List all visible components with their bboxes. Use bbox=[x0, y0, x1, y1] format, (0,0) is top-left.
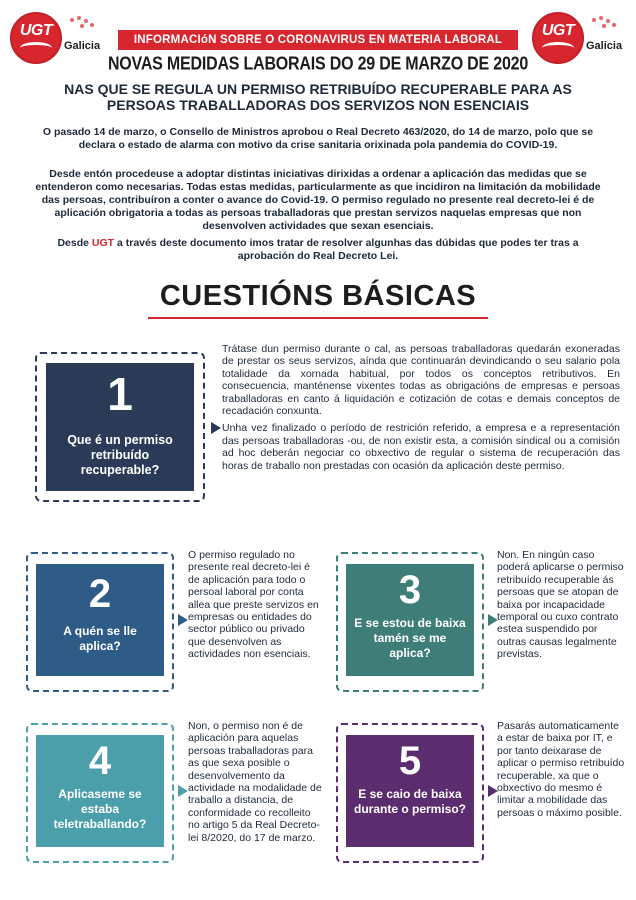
question-4-number: 4 bbox=[88, 739, 112, 783]
question-block-4 bbox=[26, 723, 188, 863]
question-5-text: E se caio de baixa durante o permiso? bbox=[354, 787, 467, 816]
answer-3: Non. En ningún caso poderá aplicarse o permiso retribuído recuperable ás persoas que se atopan de baixa por incapacidade temporal ou cuxo contrato estea suspendido por outras causas legalmente previstas. bbox=[497, 549, 624, 661]
subtitle-line-1: NAS QUE SE REGULA UN PERMISO RETRIBUÍDO RECUPERABLE PARA AS bbox=[64, 81, 572, 97]
question-2-card bbox=[36, 564, 164, 676]
answer-1-paragraph-2: Unha vez finalizado o período de restrición referido, a empresa e a representación das persoas traballadoras -ou, de non existir esta, a comisión sindical ou a comisión ad hoc deberán negociar co obxectivo de regular o sistema de recuperación das horas de traballo non prestadas con ocasión da aplicación deste permiso. bbox=[222, 422, 620, 472]
answer-4: Non, o permiso non é de aplicación para aquelas persoas traballadoras para as que sexa posible o desenvolvemento da actividade na modalidade de traballo a distancia, de conformidade co recolleito no artigo 5 da Real Decreto-lei 8/2020, do 17 de marzo. bbox=[188, 720, 322, 844]
handshake-icon bbox=[542, 42, 574, 54]
question-block-3 bbox=[336, 552, 498, 692]
question-1-arrow-icon bbox=[211, 422, 221, 434]
answer-1-paragraph-1: Trátase dun permiso durante o cal, as persoas traballadoras quedarán exoneradas de prestar os seus servizos, aínda que continuarán devindicando o seu salario pola totalidade da xornada habitual, por todos os conceptos retributivos. En consecuencia, manténense vixentes todas as obrigacións de empresas e persoas traballadoras en canto á liquidación e cotización de cotas e demais conceptos de recadación conxunta. bbox=[222, 343, 620, 418]
question-3-text: E se estou de baixa tamén se me aplica? bbox=[354, 616, 466, 660]
intro-paragraph-1: O pasado 14 de marzo, o Consello de Ministros aprobou o Real Decreto 463/2020, do 14 de marzo, polo que se declara o estado de alarma con motivo da crise sanitaria orixinada pola pandemia do COVID-19. bbox=[42, 126, 594, 151]
intro-ugt-highlight: UGT bbox=[91, 237, 115, 249]
dots-decoration bbox=[590, 16, 618, 32]
ugt-logo-text: UGT bbox=[19, 22, 53, 39]
top-banner: INFORMACIóN SOBRE O CORONAVIRUS EN MATERIA LABORAL bbox=[118, 30, 518, 50]
answer-2: O permiso regulado no presente real decreto-lei é de aplicación para todo o persoal laboral por conta allea que preste servizos en empresas ou entidades do sector público ou privado que desenvolven as actividades non esenciais. bbox=[188, 549, 319, 661]
intro-p3-start: Desde bbox=[57, 237, 92, 249]
question-5-number: 5 bbox=[398, 739, 422, 783]
question-block-1 bbox=[35, 352, 225, 502]
question-1-card bbox=[46, 363, 194, 491]
question-4-arrow-icon bbox=[178, 785, 188, 797]
question-2-text: A quén se lle aplica? bbox=[63, 624, 137, 653]
question-3-card bbox=[346, 564, 474, 676]
question-block-5 bbox=[336, 723, 498, 863]
ugt-logo-text: UGT bbox=[541, 22, 575, 39]
question-1-number: 1 bbox=[107, 368, 133, 420]
intro-paragraph-2: Desde entón procedeuse a adoptar distintas iniciativas dirixidas a ordenar a aplicación das medidas que se entenderon como necesarias. Todas estas medidas, particularmente as que incidiron na limitación da mobilidade das persoas, contribuíron a conter o avance do Covid-19. O permiso regulado no presente real decreto-lei é de aplicación obrigatoria a todas as persoas traballadoras que prestan servizos naquelas empresas que non desenvolven actividades que sexan esenciais. bbox=[35, 168, 601, 232]
page-subtitle bbox=[40, 81, 596, 113]
question-3-number: 3 bbox=[398, 568, 422, 612]
ugt-logo-region: Galicia bbox=[64, 40, 101, 52]
section-title-underline bbox=[148, 317, 488, 319]
section-title: CUESTIÓNS BÁSICAS bbox=[159, 280, 477, 312]
question-2-number: 2 bbox=[88, 572, 112, 616]
question-4-text: Aplicaseme se estaba teletraballando? bbox=[53, 787, 147, 831]
question-4-card bbox=[36, 735, 164, 847]
question-5-card bbox=[346, 735, 474, 847]
question-1-text: Que é un permiso retribuído recuperable? bbox=[67, 433, 173, 477]
dots-decoration bbox=[68, 16, 96, 32]
intro-p3-end: a través deste documento imos tratar de resolver algunhas das dúbidas que podes ter tras a aprobación do Real Decreto Lei. bbox=[114, 237, 579, 262]
page-title: NOVAS MEDIDAS LABORAIS DO 29 DE MARZO DE 2020 bbox=[107, 54, 529, 75]
answer-1 bbox=[222, 343, 620, 477]
intro-paragraph-3 bbox=[28, 237, 608, 263]
question-2-arrow-icon bbox=[178, 614, 188, 626]
subtitle-line-2: PERSOAS TRABALLADORAS DOS SERVIZOS NON ESENCIAIS bbox=[106, 97, 530, 113]
answer-5: Pasarás automaticamente a estar de baixa por IT, e por tanto deixarase de aplicar o permiso retribuído recuperable, xa que o obxectivo do mesmo é limitar a mobilidade das persoas o máximo posible. bbox=[497, 720, 625, 819]
question-block-2 bbox=[26, 552, 188, 692]
ugt-logo-region: Galicia bbox=[586, 40, 623, 52]
handshake-icon bbox=[20, 42, 52, 54]
